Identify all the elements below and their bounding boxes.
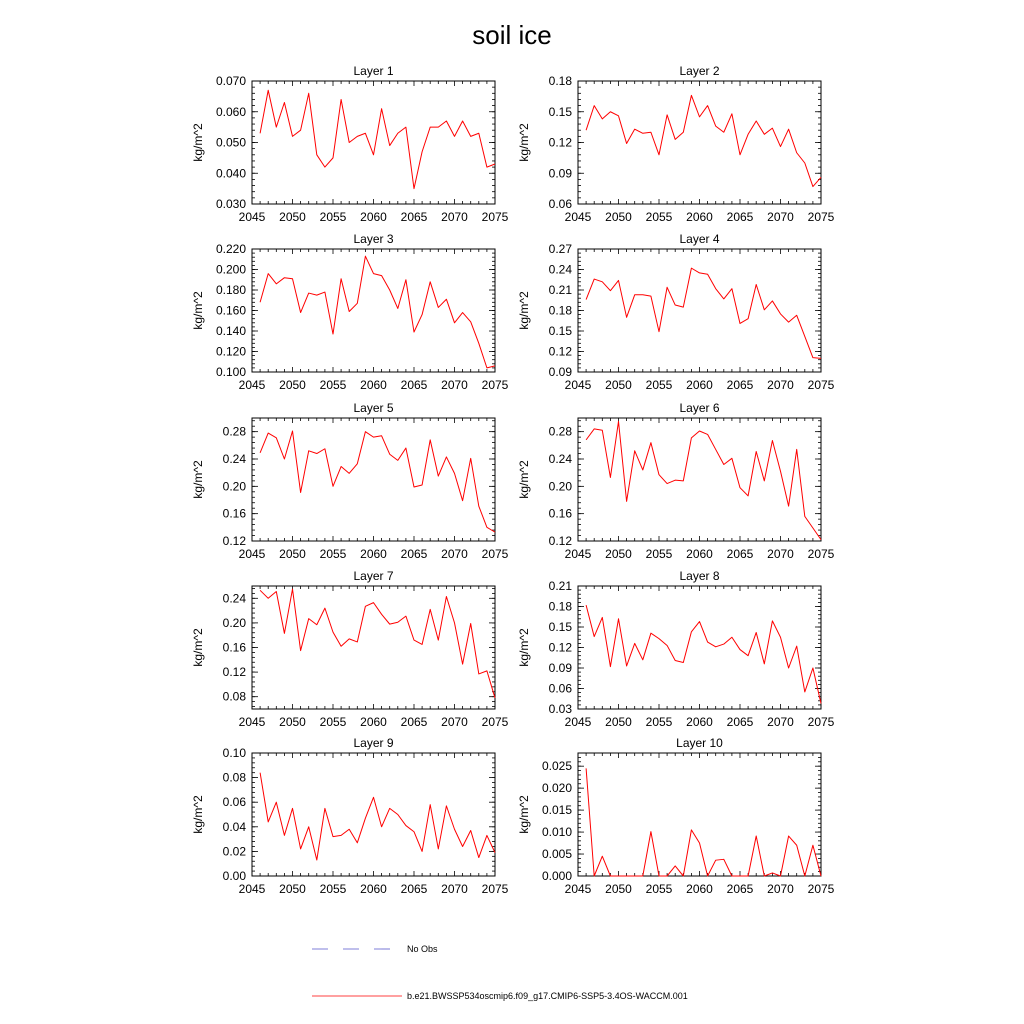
figure-title: soil ice (472, 20, 552, 50)
plot-frame (252, 249, 495, 372)
plot-frame (578, 249, 821, 372)
y-tick-label: 0.180 (215, 283, 246, 297)
x-tick-label: 2055 (319, 210, 347, 224)
x-tick-label: 2060 (360, 715, 387, 729)
x-tick-label: 2050 (605, 210, 632, 224)
x-tick-label: 2075 (481, 378, 509, 392)
y-tick-label: 0.20 (548, 479, 572, 494)
y-tick-label: 0.120 (215, 344, 246, 359)
y-tick-label: 0.00 (222, 869, 246, 883)
x-tick-label: 2075 (807, 715, 835, 729)
y-axis-label: kg/m^2 (517, 795, 531, 834)
y-tick-label: 0.21 (548, 579, 572, 593)
x-tick-label: 2060 (686, 715, 713, 729)
x-tick-label: 2075 (807, 547, 835, 561)
y-axis-label: kg/m^2 (517, 291, 531, 330)
x-tick-label: 2065 (400, 715, 428, 729)
x-tick-label: 2045 (564, 882, 592, 896)
x-tick-label: 2070 (441, 210, 468, 224)
x-tick-label: 2055 (645, 210, 673, 224)
y-tick-label: 0.030 (215, 197, 246, 211)
y-tick-label: 0.10 (222, 746, 246, 760)
x-tick-label: 2060 (686, 378, 713, 392)
x-tick-label: 2045 (564, 715, 592, 729)
x-tick-label: 2050 (605, 378, 632, 392)
y-tick-label: 0.015 (541, 803, 572, 818)
x-tick-label: 2065 (400, 378, 428, 392)
y-tick-label: 0.24 (548, 452, 572, 466)
series-line (260, 589, 495, 698)
x-tick-label: 2065 (400, 882, 428, 896)
y-tick-label: 0.06 (548, 197, 572, 211)
x-tick-label: 2060 (686, 882, 713, 896)
y-tick-label: 0.09 (548, 661, 572, 675)
x-tick-label: 2055 (319, 378, 347, 392)
y-tick-label: 0.21 (548, 283, 572, 297)
y-tick-label: 0.12 (548, 344, 572, 359)
y-tick-label: 0.09 (548, 365, 572, 379)
panel-title: Layer 6 (679, 401, 720, 415)
series-line (586, 421, 821, 539)
series-line (260, 773, 495, 860)
plot-frame (252, 418, 495, 541)
panel-layer-7 (191, 569, 509, 729)
plot-frame (578, 586, 821, 709)
x-tick-label: 2060 (686, 210, 713, 224)
x-tick-label: 2070 (767, 882, 794, 896)
plot-frame (252, 753, 495, 876)
y-axis-label: kg/m^2 (517, 628, 531, 667)
x-tick-label: 2075 (481, 715, 509, 729)
y-tick-label: 0.100 (215, 365, 246, 379)
x-tick-label: 2075 (807, 882, 835, 896)
y-axis-label: kg/m^2 (191, 795, 205, 834)
series-line (260, 256, 495, 368)
panel-layer-3 (191, 232, 509, 392)
panel-title: Layer 3 (353, 232, 394, 246)
x-tick-label: 2070 (441, 378, 468, 392)
y-tick-label: 0.02 (222, 844, 246, 859)
y-tick-label: 0.060 (215, 104, 246, 119)
x-tick-label: 2065 (400, 210, 428, 224)
plot-frame (578, 81, 821, 204)
x-tick-label: 2045 (238, 547, 266, 561)
y-tick-label: 0.12 (222, 665, 246, 680)
x-tick-label: 2050 (279, 547, 306, 561)
panel-layer-1 (191, 64, 509, 224)
y-tick-label: 0.16 (222, 506, 246, 521)
x-tick-label: 2065 (726, 378, 754, 392)
y-axis-label: kg/m^2 (191, 291, 205, 330)
panel-title: Layer 9 (353, 736, 394, 750)
x-tick-label: 2055 (319, 882, 347, 896)
x-tick-label: 2065 (726, 547, 754, 561)
series-line (586, 268, 821, 358)
x-tick-label: 2045 (238, 715, 266, 729)
y-axis-label: kg/m^2 (517, 123, 531, 162)
y-tick-label: 0.050 (215, 135, 246, 150)
y-tick-label: 0.28 (548, 424, 572, 439)
y-tick-label: 0.070 (215, 74, 246, 88)
y-tick-label: 0.18 (548, 303, 572, 318)
y-tick-label: 0.140 (215, 324, 246, 338)
y-axis-label: kg/m^2 (517, 460, 531, 499)
x-tick-label: 2075 (481, 547, 509, 561)
y-axis-label: kg/m^2 (191, 460, 205, 499)
x-tick-label: 2050 (605, 547, 632, 561)
y-tick-label: 0.08 (222, 689, 246, 704)
y-tick-label: 0.010 (541, 825, 572, 840)
y-tick-label: 0.09 (548, 166, 572, 181)
y-axis-label: kg/m^2 (191, 123, 205, 162)
y-axis-label: kg/m^2 (191, 628, 205, 667)
panel-title: Layer 4 (679, 232, 720, 246)
series-line (586, 768, 821, 876)
panel-layer-6 (517, 401, 835, 561)
series-line (586, 605, 821, 703)
x-tick-label: 2065 (400, 547, 428, 561)
x-tick-label: 2070 (441, 715, 468, 729)
y-tick-label: 0.08 (222, 770, 246, 785)
y-tick-label: 0.24 (222, 452, 246, 466)
x-tick-label: 2050 (605, 715, 632, 729)
y-tick-label: 0.24 (222, 591, 246, 606)
y-tick-label: 0.15 (548, 324, 572, 338)
y-tick-label: 0.220 (215, 242, 246, 256)
panel-title: Layer 7 (353, 569, 394, 583)
x-tick-label: 2070 (441, 882, 468, 896)
y-tick-label: 0.025 (541, 759, 572, 774)
x-tick-label: 2075 (481, 210, 509, 224)
y-tick-label: 0.28 (222, 424, 246, 439)
panel-title: Layer 10 (676, 736, 723, 750)
y-tick-label: 0.000 (541, 869, 572, 883)
plot-frame (578, 418, 821, 541)
y-tick-label: 0.24 (548, 262, 572, 277)
x-tick-label: 2075 (807, 378, 835, 392)
panel-title: Layer 5 (353, 401, 394, 415)
x-tick-label: 2045 (564, 210, 592, 224)
x-tick-label: 2075 (481, 882, 509, 896)
y-tick-label: 0.12 (548, 640, 572, 655)
y-tick-label: 0.12 (222, 534, 246, 548)
x-tick-label: 2060 (360, 882, 387, 896)
x-tick-label: 2045 (238, 378, 266, 392)
x-tick-label: 2055 (319, 715, 347, 729)
x-tick-label: 2055 (645, 547, 673, 561)
y-tick-label: 0.18 (548, 74, 572, 88)
panel-layer-9 (191, 736, 509, 896)
x-tick-label: 2050 (279, 882, 306, 896)
y-tick-label: 0.16 (222, 640, 246, 655)
x-tick-label: 2045 (564, 547, 592, 561)
y-tick-label: 0.27 (548, 242, 572, 256)
panel-layer-2 (517, 64, 835, 224)
y-tick-label: 0.06 (222, 795, 246, 810)
y-tick-label: 0.040 (215, 166, 246, 181)
panel-layer-8 (517, 569, 835, 729)
y-tick-label: 0.18 (548, 599, 572, 614)
x-tick-label: 2050 (279, 715, 306, 729)
x-tick-label: 2065 (726, 882, 754, 896)
y-tick-label: 0.15 (548, 620, 572, 634)
x-tick-label: 2075 (807, 210, 835, 224)
series-line (260, 90, 495, 188)
plot-frame (252, 81, 495, 204)
y-tick-label: 0.200 (215, 262, 246, 277)
x-tick-label: 2070 (767, 547, 794, 561)
panel-layer-5 (191, 401, 509, 561)
y-tick-label: 0.04 (222, 819, 246, 834)
x-tick-label: 2055 (645, 882, 673, 896)
y-tick-label: 0.20 (222, 615, 246, 630)
x-tick-label: 2050 (279, 210, 306, 224)
series-line (260, 431, 495, 532)
x-tick-label: 2060 (360, 547, 387, 561)
y-tick-label: 0.12 (548, 534, 572, 548)
plot-frame (252, 586, 495, 709)
x-tick-label: 2055 (645, 378, 673, 392)
x-tick-label: 2060 (360, 378, 387, 392)
legend-no-obs-label: No Obs (407, 944, 438, 954)
legend-model-label: b.e21.BWSSP534oscmip6.f09_g17.CMIP6-SSP5-3.4OS-WACCM.001 (407, 991, 688, 1001)
x-tick-label: 2045 (238, 210, 266, 224)
legend (312, 944, 688, 1001)
x-tick-label: 2050 (605, 882, 632, 896)
panel-layer-10 (517, 736, 835, 896)
panel-title: Layer 2 (679, 64, 720, 78)
y-tick-label: 0.06 (548, 681, 572, 696)
x-tick-label: 2060 (686, 547, 713, 561)
y-tick-label: 0.160 (215, 303, 246, 318)
series-line (586, 95, 821, 186)
y-tick-label: 0.005 (541, 847, 572, 862)
y-tick-label: 0.03 (548, 702, 572, 716)
y-tick-label: 0.15 (548, 104, 572, 119)
x-tick-label: 2070 (441, 547, 468, 561)
panel-grid (191, 64, 835, 896)
y-tick-label: 0.12 (548, 135, 572, 150)
y-tick-label: 0.20 (222, 479, 246, 494)
panel-layer-4 (517, 232, 835, 392)
x-tick-label: 2045 (238, 882, 266, 896)
x-tick-label: 2065 (726, 210, 754, 224)
x-tick-label: 2065 (726, 715, 754, 729)
x-tick-label: 2050 (279, 378, 306, 392)
x-tick-label: 2045 (564, 378, 592, 392)
panel-title: Layer 8 (679, 569, 720, 583)
x-tick-label: 2055 (319, 547, 347, 561)
x-tick-label: 2070 (767, 715, 794, 729)
x-tick-label: 2060 (360, 210, 387, 224)
y-tick-label: 0.020 (541, 781, 572, 796)
x-tick-label: 2055 (645, 715, 673, 729)
y-tick-label: 0.16 (548, 506, 572, 521)
x-tick-label: 2070 (767, 378, 794, 392)
x-tick-label: 2070 (767, 210, 794, 224)
panel-title: Layer 1 (353, 64, 394, 78)
